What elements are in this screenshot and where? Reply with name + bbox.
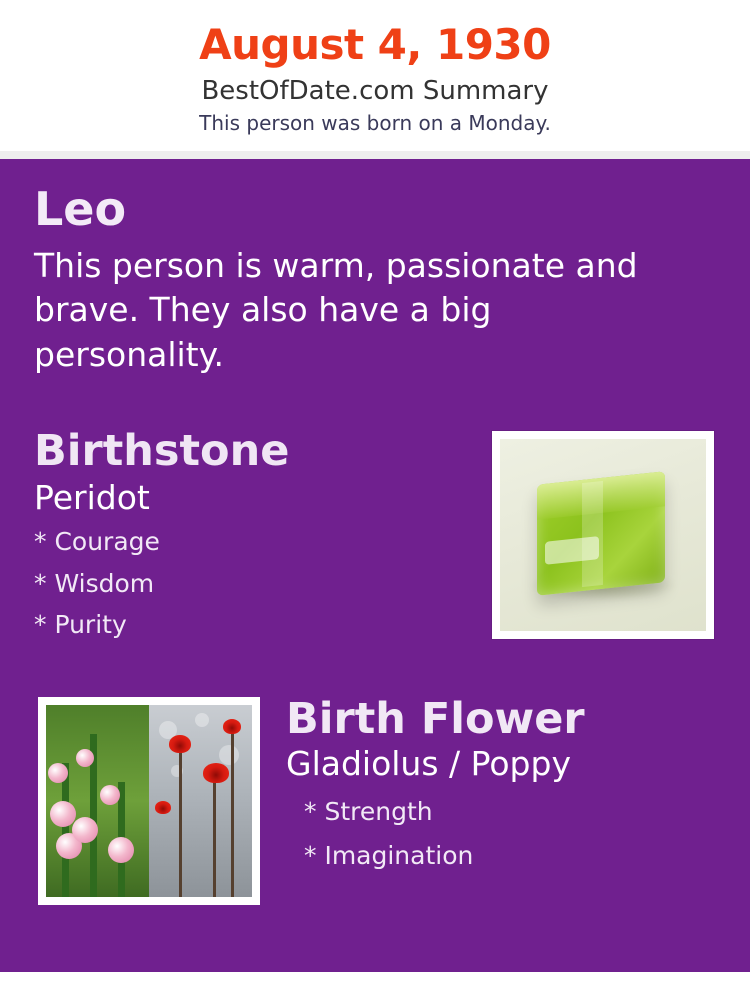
peridot-photo (492, 431, 714, 639)
birthstone-trait: * Courage (34, 527, 160, 557)
page-title: August 4, 1930 (199, 20, 551, 69)
birthstone-trait: * Wisdom (34, 568, 155, 598)
zodiac-section (34, 182, 716, 377)
birthflower-name: Gladiolus / Poppy (286, 744, 571, 784)
birthflower-title: Birth Flower (286, 694, 585, 745)
birthflower-trait: * Imagination (304, 840, 474, 870)
poppy-bloom (155, 801, 171, 814)
poppy-stem (231, 728, 234, 897)
birthstone-trait: * Purity (34, 610, 127, 640)
poppy-photo-half (149, 705, 252, 897)
gladiolus-photo-half (46, 705, 149, 897)
flower-photo-inner (46, 705, 252, 897)
birth-day-note: This person was born on a Monday. (199, 111, 551, 136)
poppy-bloom (223, 719, 241, 734)
birthstone-name: Peridot (34, 478, 150, 518)
bokeh-dot (195, 713, 209, 727)
birthflower-traits (286, 798, 716, 869)
poppy-bloom (169, 735, 191, 753)
flower-photo (38, 697, 260, 905)
gladiolus-stem (62, 763, 69, 897)
header (0, 0, 750, 151)
gem-facet-side (582, 480, 603, 586)
poppy-stem (213, 778, 216, 897)
zodiac-sign-name: Leo (34, 182, 127, 237)
birthstone-section (34, 426, 716, 659)
header-divider (0, 151, 750, 159)
gladiolus-bloom (50, 801, 76, 827)
birthflower-section (34, 694, 716, 907)
poppy-bloom (203, 763, 229, 783)
birthflower-text (286, 694, 716, 870)
peridot-photo-inner (500, 439, 706, 631)
poppy-stem (179, 748, 182, 898)
birthstone-title: Birthstone (34, 426, 290, 477)
birthstone-text (34, 426, 464, 640)
gladiolus-bloom (108, 837, 134, 863)
birthflower-trait: * Strength (304, 797, 433, 827)
bokeh-dot (219, 745, 239, 765)
zodiac-description: This person is warm, passionate and brave. They also have a big personality. (34, 245, 638, 374)
details-panel (0, 159, 750, 972)
site-summary-label: BestOfDate.com Summary (201, 76, 549, 107)
gladiolus-bloom (100, 785, 120, 805)
